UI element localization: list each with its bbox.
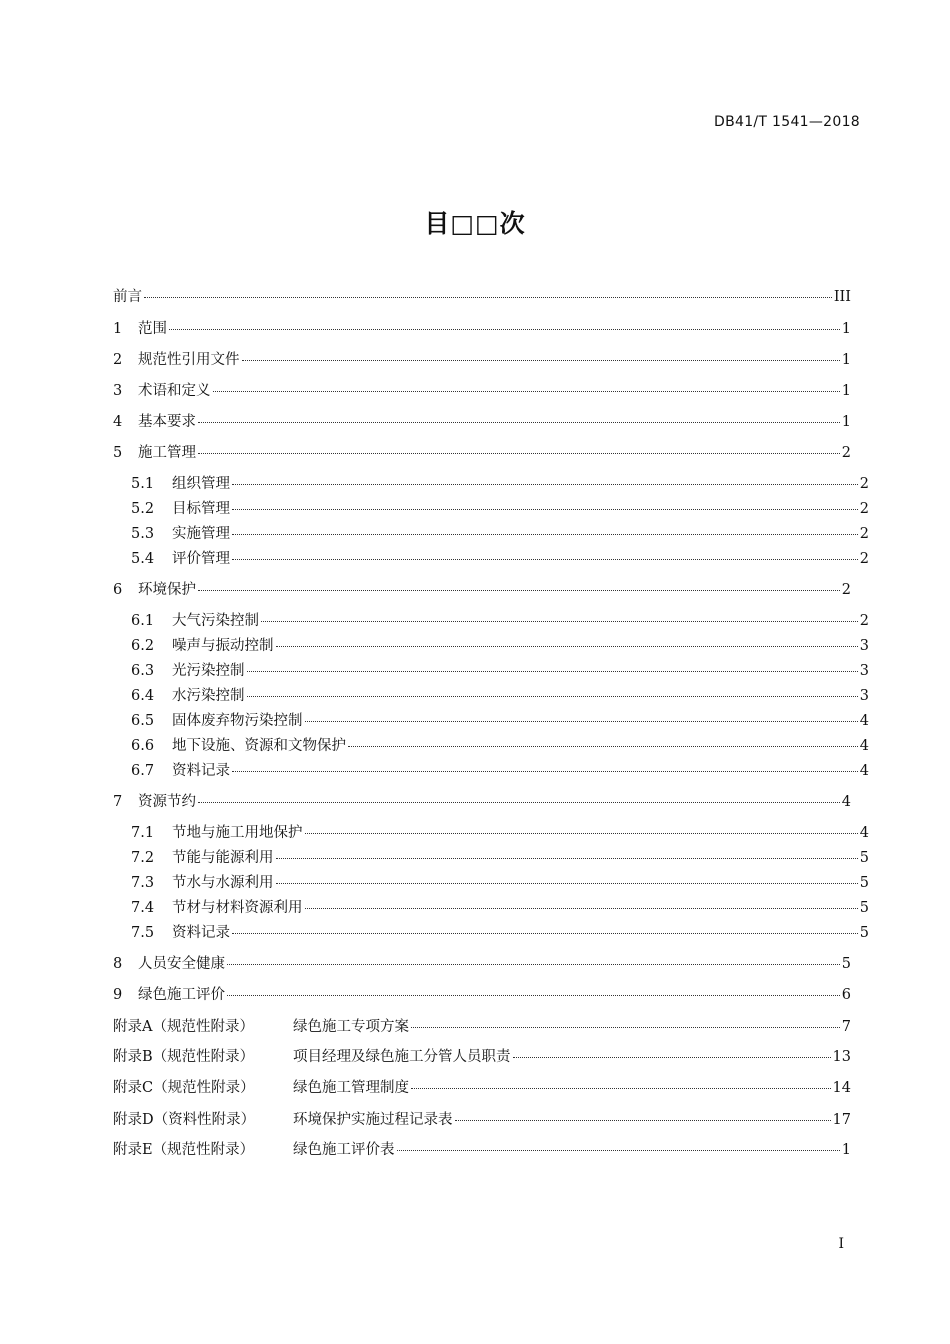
toc-entry[interactable] <box>113 1109 851 1131</box>
toc-entry[interactable] <box>113 1139 851 1161</box>
toc-entry[interactable] <box>113 791 851 813</box>
dot-leader <box>397 1150 840 1151</box>
toc-entry-page: 1 <box>841 383 851 399</box>
toc-entry[interactable] <box>113 897 869 919</box>
toc-entry[interactable] <box>113 847 869 869</box>
document-code: DB41/T 1541—2018 <box>714 114 860 130</box>
toc-entry[interactable] <box>113 735 869 757</box>
toc-entry-page: 13 <box>832 1049 851 1065</box>
toc-entry-number: 5.3 <box>131 526 155 542</box>
toc-entry-number: 7.1 <box>131 825 155 841</box>
toc-entry-number: 7.5 <box>131 925 155 941</box>
toc-entry[interactable] <box>113 953 851 975</box>
toc-entry-label: 节能与能源利用 <box>172 850 274 866</box>
dot-leader <box>348 746 858 747</box>
toc-entry-label: 术语和定义 <box>138 383 211 399</box>
toc-entry-page: 3 <box>859 688 869 704</box>
toc-entry[interactable] <box>113 1046 851 1068</box>
toc-entry-number: 4 <box>113 414 123 430</box>
toc-entry-number: 1 <box>113 321 123 337</box>
toc-entry[interactable] <box>113 922 869 944</box>
toc-entry-label: 光污染控制 <box>172 663 245 679</box>
toc-entry-page: 5 <box>859 875 869 891</box>
toc-entry-number: 7.4 <box>131 900 155 916</box>
toc-entry[interactable] <box>113 984 851 1006</box>
toc-entry[interactable] <box>113 442 851 464</box>
toc-entry-number: 5.2 <box>131 501 155 517</box>
toc-entry-label: 前言 <box>113 289 142 305</box>
toc-entry-page: 4 <box>859 763 869 779</box>
toc-entry-page: 4 <box>859 825 869 841</box>
toc-entry-label: 大气污染控制 <box>172 613 259 629</box>
dot-leader <box>247 696 858 697</box>
toc-entry-number: 6.2 <box>131 638 155 654</box>
dot-leader <box>276 646 858 647</box>
toc-entry-number: 7.2 <box>131 850 155 866</box>
toc-entry-page: 2 <box>859 501 869 517</box>
toc-entry-page: 2 <box>841 445 851 461</box>
dot-leader <box>455 1120 831 1121</box>
toc-entry-label: 实施管理 <box>172 526 230 542</box>
dot-leader <box>232 933 858 934</box>
toc-entry-label: 施工管理 <box>138 445 196 461</box>
toc-entry-number: 6 <box>113 582 123 598</box>
toc-entry[interactable] <box>113 349 851 371</box>
toc-entry-page: 2 <box>859 526 869 542</box>
dot-leader <box>144 297 832 298</box>
toc-entry-page: 4 <box>841 794 851 810</box>
toc-entry[interactable] <box>113 710 869 732</box>
dot-leader <box>227 995 840 996</box>
dot-leader <box>261 621 858 622</box>
toc-entry-page: III <box>833 289 851 305</box>
toc-entry-label: 资料记录 <box>172 925 230 941</box>
toc-entry[interactable] <box>113 380 851 402</box>
toc-title: 目□□次 <box>424 209 526 238</box>
toc-entry-page: 5 <box>841 956 851 972</box>
toc-entry-label: 评价管理 <box>172 551 230 567</box>
toc-entry-page: 17 <box>832 1112 851 1128</box>
toc-entry[interactable] <box>113 760 869 782</box>
toc-entry[interactable] <box>113 286 851 308</box>
toc-entry-number: 5.4 <box>131 551 155 567</box>
toc-entry-page: 1 <box>841 414 851 430</box>
dot-leader <box>411 1088 831 1089</box>
dot-leader <box>232 484 858 485</box>
dot-leader <box>198 422 840 423</box>
toc-entry[interactable] <box>113 579 851 601</box>
toc-entry-page: 2 <box>859 476 869 492</box>
toc-entry-label: 目标管理 <box>172 501 230 517</box>
toc-entry[interactable] <box>113 473 869 495</box>
dot-leader <box>276 858 858 859</box>
toc-entry-page: 4 <box>859 713 869 729</box>
dot-leader <box>513 1057 831 1058</box>
toc-entry-label: 节材与材料资源利用 <box>172 900 303 916</box>
dot-leader <box>198 802 840 803</box>
toc-entry-page: 5 <box>859 925 869 941</box>
toc-entry-page: 1 <box>841 352 851 368</box>
toc-entry-label: 资料记录 <box>172 763 230 779</box>
toc-entry-label: 范围 <box>138 321 167 337</box>
toc-entry-label: 资源节约 <box>138 794 196 810</box>
toc-entry[interactable] <box>113 318 851 340</box>
toc-entry[interactable] <box>113 635 869 657</box>
toc-entry-label: 项目经理及绿色施工分管人员职责 <box>293 1049 511 1065</box>
toc-entry-number: 附录C（规范性附录） <box>113 1080 255 1096</box>
toc-entry-label: 人员安全健康 <box>138 956 225 972</box>
dot-leader <box>276 883 858 884</box>
toc-entry-label: 绿色施工专项方案 <box>293 1019 409 1035</box>
toc-entry-label: 基本要求 <box>138 414 196 430</box>
toc-entry-number: 6.5 <box>131 713 155 729</box>
toc-entry-page: 14 <box>832 1080 851 1096</box>
toc-entry-number: 附录D（资料性附录） <box>113 1112 256 1128</box>
toc-entry-label: 绿色施工评价表 <box>293 1142 395 1158</box>
dot-leader <box>198 590 840 591</box>
dot-leader <box>227 964 840 965</box>
toc-entry-label: 规范性引用文件 <box>138 352 240 368</box>
toc-entry[interactable] <box>113 822 869 844</box>
toc-entry[interactable] <box>113 610 869 632</box>
dot-leader <box>213 391 840 392</box>
toc-entry-label: 环境保护实施过程记录表 <box>293 1112 453 1128</box>
toc-entry-label: 组织管理 <box>172 476 230 492</box>
dot-leader <box>411 1027 840 1028</box>
toc-entry-label: 地下设施、资源和文物保护 <box>172 738 346 754</box>
toc-entry-label: 绿色施工管理制度 <box>293 1080 409 1096</box>
dot-leader <box>242 360 840 361</box>
toc-entry-page: 1 <box>841 321 851 337</box>
dot-leader <box>232 559 858 560</box>
toc-entry-label: 环境保护 <box>138 582 196 598</box>
toc-entry-label: 节水与水源利用 <box>172 875 274 891</box>
toc-entry-number: 2 <box>113 352 123 368</box>
dot-leader <box>232 534 858 535</box>
dot-leader <box>247 671 858 672</box>
toc-entry-number: 5 <box>113 445 123 461</box>
toc-entry-number: 8 <box>113 956 123 972</box>
dot-leader <box>232 509 858 510</box>
toc-entry[interactable] <box>113 1016 851 1038</box>
toc-entry-page: 3 <box>859 638 869 654</box>
toc-entry-page: 7 <box>841 1019 851 1035</box>
toc-entry-number: 5.1 <box>131 476 155 492</box>
toc-entry[interactable] <box>113 1077 851 1099</box>
toc-entry-label: 噪声与振动控制 <box>172 638 274 654</box>
toc-entry-number: 6.4 <box>131 688 155 704</box>
footer-page-number: I <box>838 1236 844 1252</box>
toc-entry-page: 2 <box>859 613 869 629</box>
toc-entry-number: 6.6 <box>131 738 155 754</box>
toc-entry-page: 4 <box>859 738 869 754</box>
toc-entry[interactable] <box>113 548 869 570</box>
toc-entry-number: 6.3 <box>131 663 155 679</box>
toc-entry-number: 附录A（规范性附录） <box>113 1019 254 1035</box>
toc-entry-number: 6.7 <box>131 763 155 779</box>
toc-entry[interactable] <box>113 872 869 894</box>
toc-entry-label: 绿色施工评价 <box>138 987 225 1003</box>
dot-leader <box>232 771 858 772</box>
dot-leader <box>198 453 840 454</box>
toc-entry-page: 3 <box>859 663 869 679</box>
toc-entry-page: 5 <box>859 850 869 866</box>
toc-entry-label: 水污染控制 <box>172 688 245 704</box>
toc-entry-number: 附录E（规范性附录） <box>113 1142 255 1158</box>
toc-entry-number: 附录B（规范性附录） <box>113 1049 255 1065</box>
toc-entry[interactable] <box>113 498 869 520</box>
toc-entry[interactable] <box>113 411 851 433</box>
toc-entry[interactable] <box>113 660 869 682</box>
toc-entry[interactable] <box>113 685 869 707</box>
toc-entry-number: 6.1 <box>131 613 155 629</box>
toc-entry-label: 固体废弃物污染控制 <box>172 713 303 729</box>
toc-entry-label: 节地与施工用地保护 <box>172 825 303 841</box>
toc-entry-page: 1 <box>841 1142 851 1158</box>
toc-entry-number: 9 <box>113 987 123 1003</box>
toc-entry-page: 2 <box>841 582 851 598</box>
toc-entry-number: 7.3 <box>131 875 155 891</box>
toc-entry-page: 6 <box>841 987 851 1003</box>
toc-entry[interactable] <box>113 523 869 545</box>
dot-leader <box>305 721 858 722</box>
dot-leader <box>169 329 840 330</box>
dot-leader <box>305 833 858 834</box>
toc-entry-number: 3 <box>113 383 123 399</box>
toc-entry-page: 5 <box>859 900 869 916</box>
toc-entry-page: 2 <box>859 551 869 567</box>
toc-entry-number: 7 <box>113 794 123 810</box>
dot-leader <box>305 908 858 909</box>
